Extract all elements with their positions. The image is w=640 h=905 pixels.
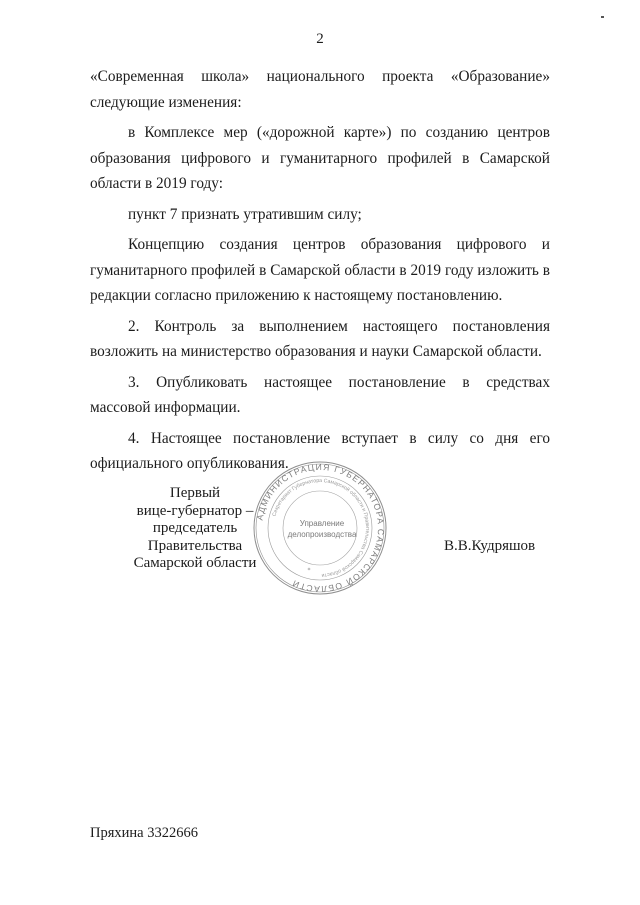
stamp-center-line1: Управление (299, 519, 345, 528)
stamp-outer-text: АДМИНИСТРАЦИЯ ГУБЕРНАТОРА САМАРСКОЙ ОБЛАСТИ (254, 461, 387, 595)
position-line: Самарской области (133, 555, 257, 571)
page-number: 2 (316, 31, 324, 47)
position-line: председатель Правительства (147, 520, 243, 554)
scan-speck (601, 16, 604, 18)
paragraph-roadmap: в Комплексе мер («дорожной карте») по созданию центров образования цифрового и гуманитарного профилей в Самарской области в 2019 году: (90, 124, 550, 192)
star-icon: * (307, 567, 311, 574)
position-line: вице-губернатор – (136, 502, 254, 519)
signatory-name: В.В.Кудряшов (444, 538, 536, 554)
stamp-center-line2: делопроизводства (287, 530, 357, 539)
executor-note: Пряхина 3322666 (90, 825, 198, 841)
paragraph-publish: 3. Опубликовать настоящее постановление в средствах массовой информации. (90, 373, 550, 416)
paragraph-concept: Концепцию создания центров образования цифрового и гуманитарного профилей в Самарской области в 2019 году изложить в редакции согласно приложению к настоящему постановлению. (90, 236, 550, 304)
document-body (90, 64, 550, 477)
paragraph-control: 2. Контроль за выполнением настоящего постановления возложить на министерство образования и науки Самарской области. (90, 317, 550, 360)
signatory-position (110, 485, 280, 573)
paragraph-continuation: «Современная школа» национального проекта «Образование» следующие изменения: (90, 68, 550, 111)
paragraph-effective: 4. Настоящее постановление вступает в силу со дня его официального опубликования. (90, 429, 550, 472)
stamp-inner-text: Секретариат Губернатора Самарской области и Правительства Самарской области (271, 477, 371, 578)
paragraph-item-7: пункт 7 признать утратившим силу; (128, 205, 362, 223)
position-line: Первый (169, 485, 221, 501)
